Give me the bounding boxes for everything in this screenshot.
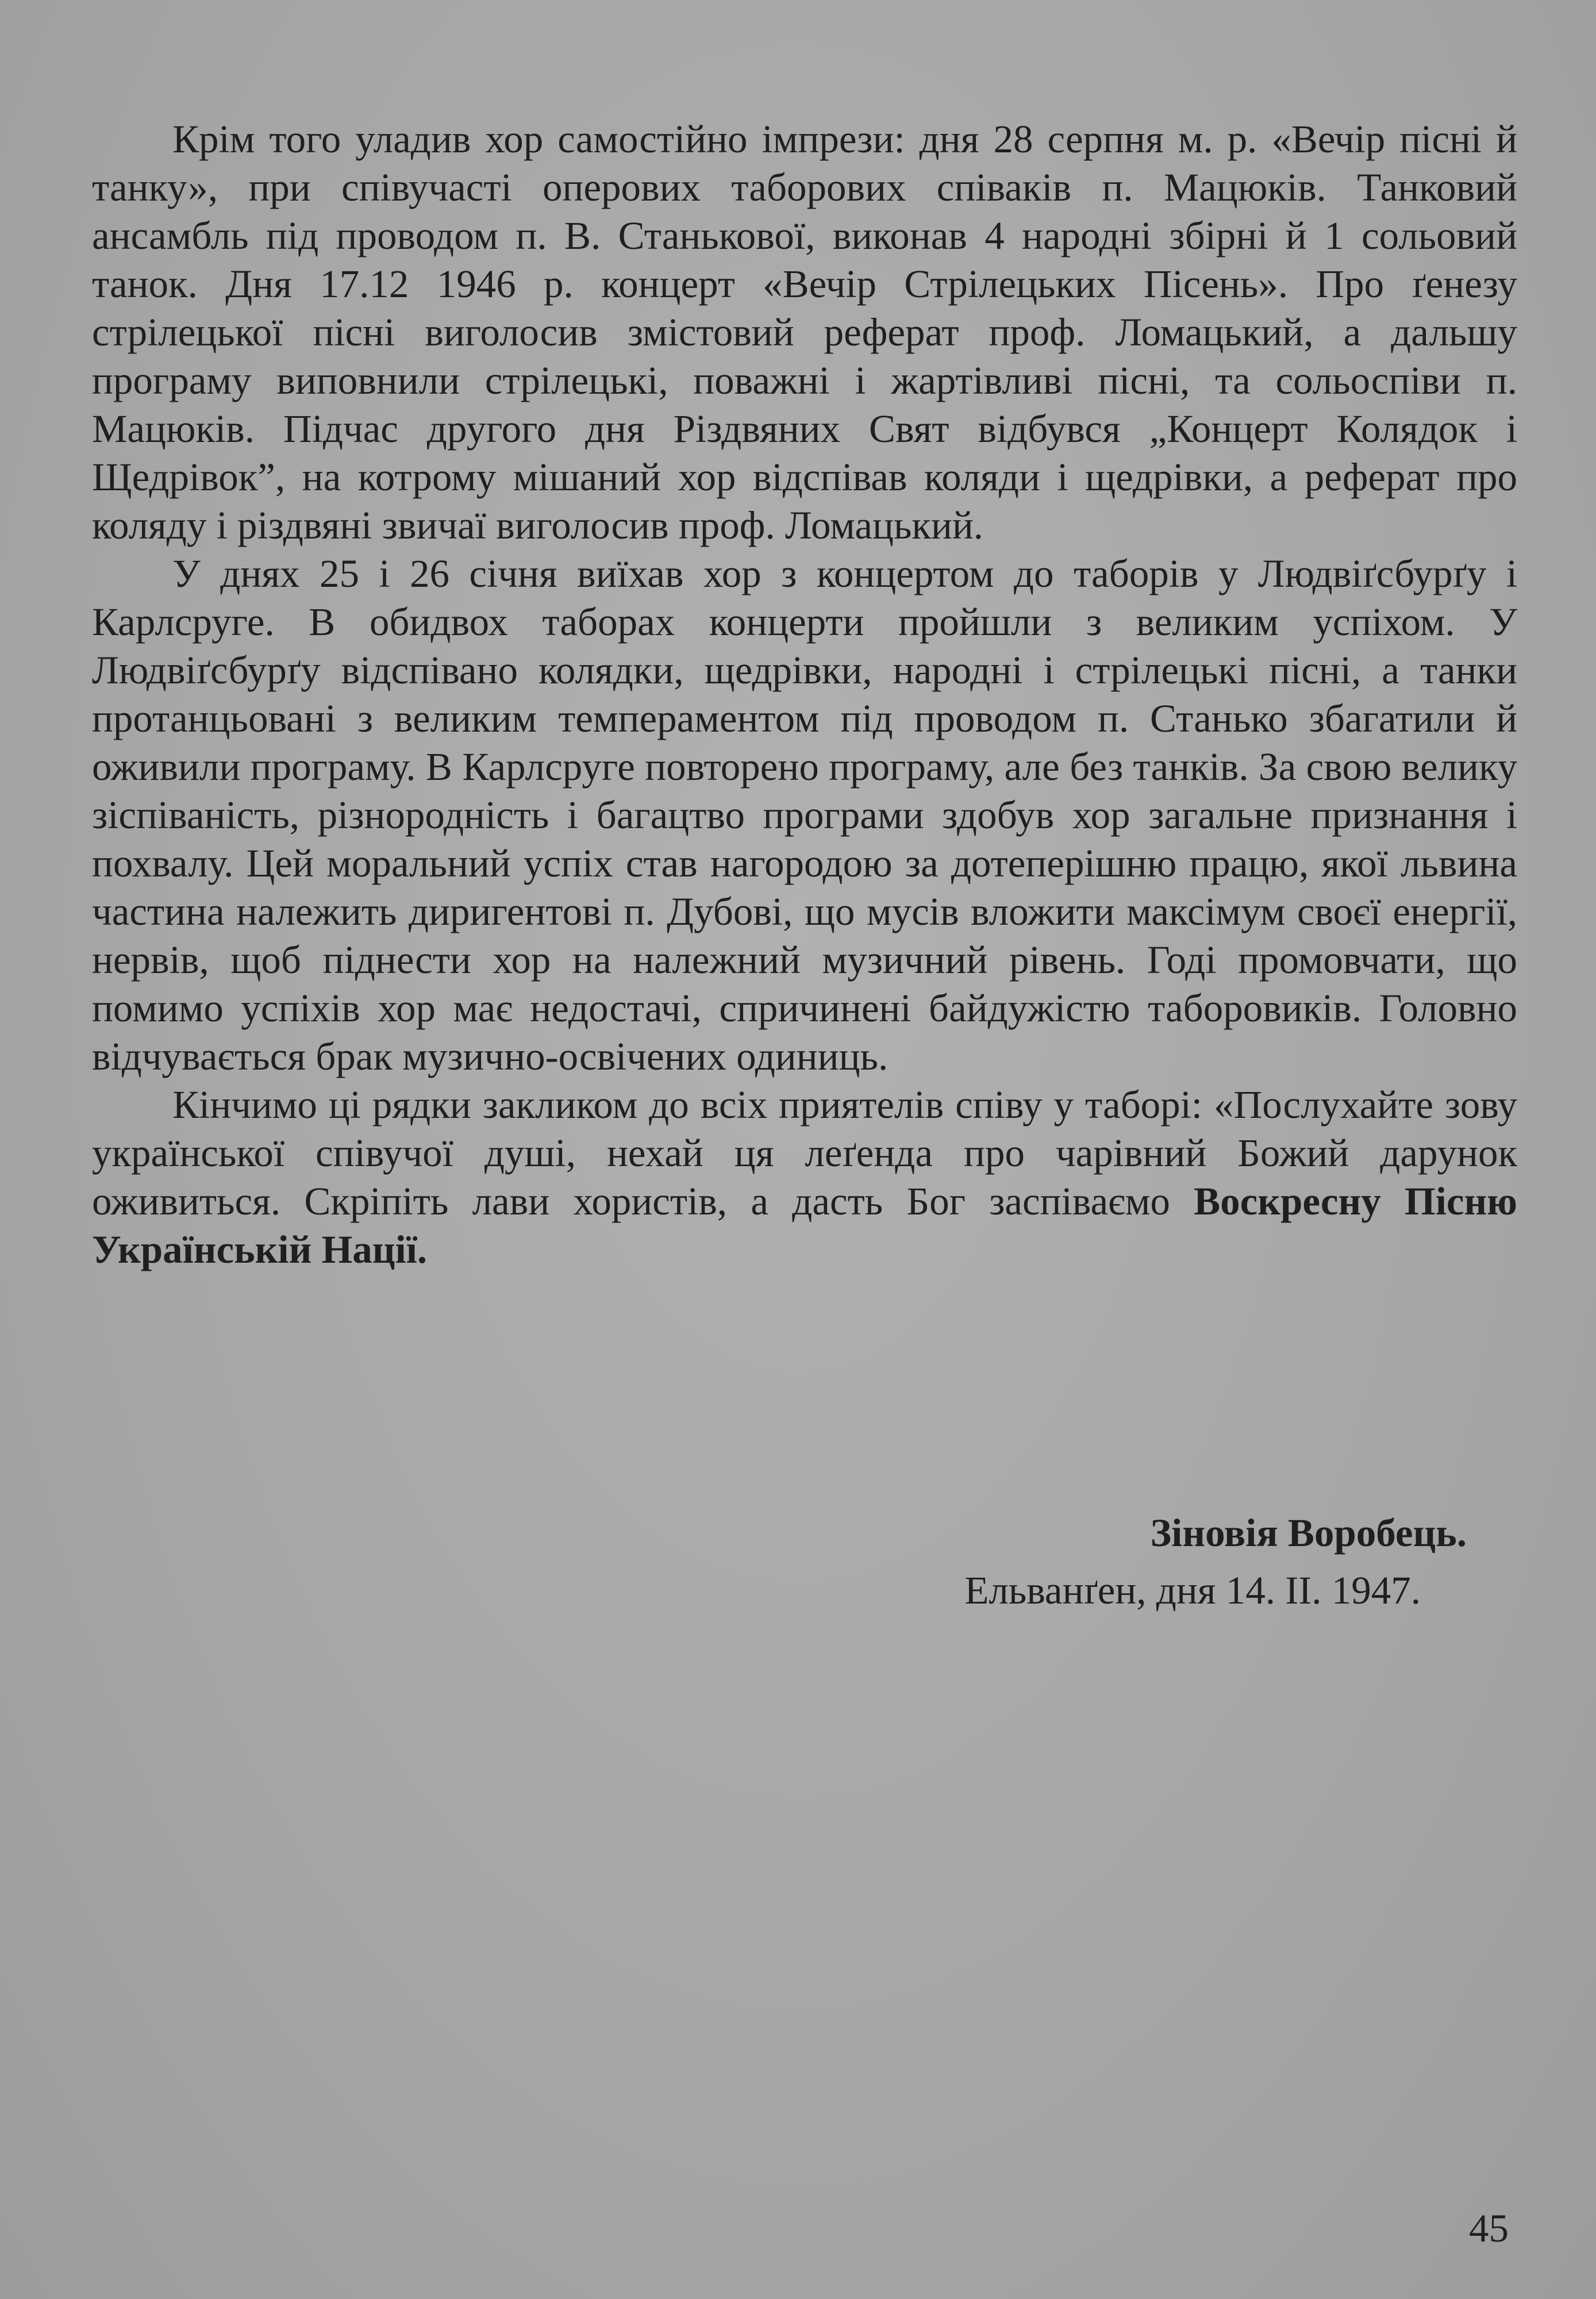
paragraph-closing [92, 1081, 1517, 1274]
page-number: 45 [1469, 2206, 1509, 2250]
article-body [92, 115, 1517, 1274]
place-date: Ельванґен, дня 14. II. 1947. [964, 1568, 1421, 1612]
paragraph-concerts: Крім того уладив хор самостійно імпрези: дня 28 серпня м. р. «Вечір пісні й танку», при співучасті оперових таборових співаків п. Мацюків. Танковий ансамбль під проводом п. В. Станькової, виконав 4 народні збірні й 1 сольовий танок. Дня 17.12 1946 р. концерт «Вечір Стрілецьких Пісень». Про ґенезу стрілецької пісні виголосив змістовий реферат проф. Ломацький, а дальшу програму виповнили стрілецькі, поважні і жартівливі пісні, та сольоспіви п. Мацюків. Підчас другого дня Різдвяних Свят відбувся „Концерт Колядок і Щедрівок”, на котрому мішаний хор відспівав коляди і щедрівки, а реферат про коляду і різдвяні звичаї виголосив проф. Ломацький. [92, 117, 1517, 547]
paragraph-tour: У днях 25 і 26 січня виїхав хор з концертом до таборів у Людвіґсбурґу і Карлсруге. В обидвох таборах концерти пройшли з великим успіхом. У Людвіґсбурґу відспівано колядки, щедрівки, народні і стрілецькі пісні, а танки протанцьовані з великим темпераментом під проводом п. Станько збагатили й оживили програму. В Карлсруге повторено програму, але без танків. За свою велику зіспіваність, різнородність і багацтво програми здобув хор загальне признання і похвалу. Цей моральний успіх став нагородою за дотеперішню працю, якої львина частина належить диригентові п. Дубові, що мусів вложити максімум своєї енергії, нервів, щоб піднести хор на належний музичний рівень. Годі промовчати, що помимо успіхів хор має недостачі, спричинені байдужістю таборовиків. Головно відчувається брак музично-освічених одиниць. [92, 552, 1517, 1078]
closing-bold-text: Воскресну Пісню Українській Нації. [92, 1179, 1517, 1271]
author-signature: Зіновія Воробець. [1150, 1511, 1467, 1555]
closing-text: Кінчимо ці рядки закликом до всіх приятелів співу у таборі: «Послухайте зову української співучої душі, нехай ця леґенда про чарівний Божий дарунок оживиться. Скріпіть лави хористів, а дасть Бог заспіваємо [92, 1083, 1517, 1223]
